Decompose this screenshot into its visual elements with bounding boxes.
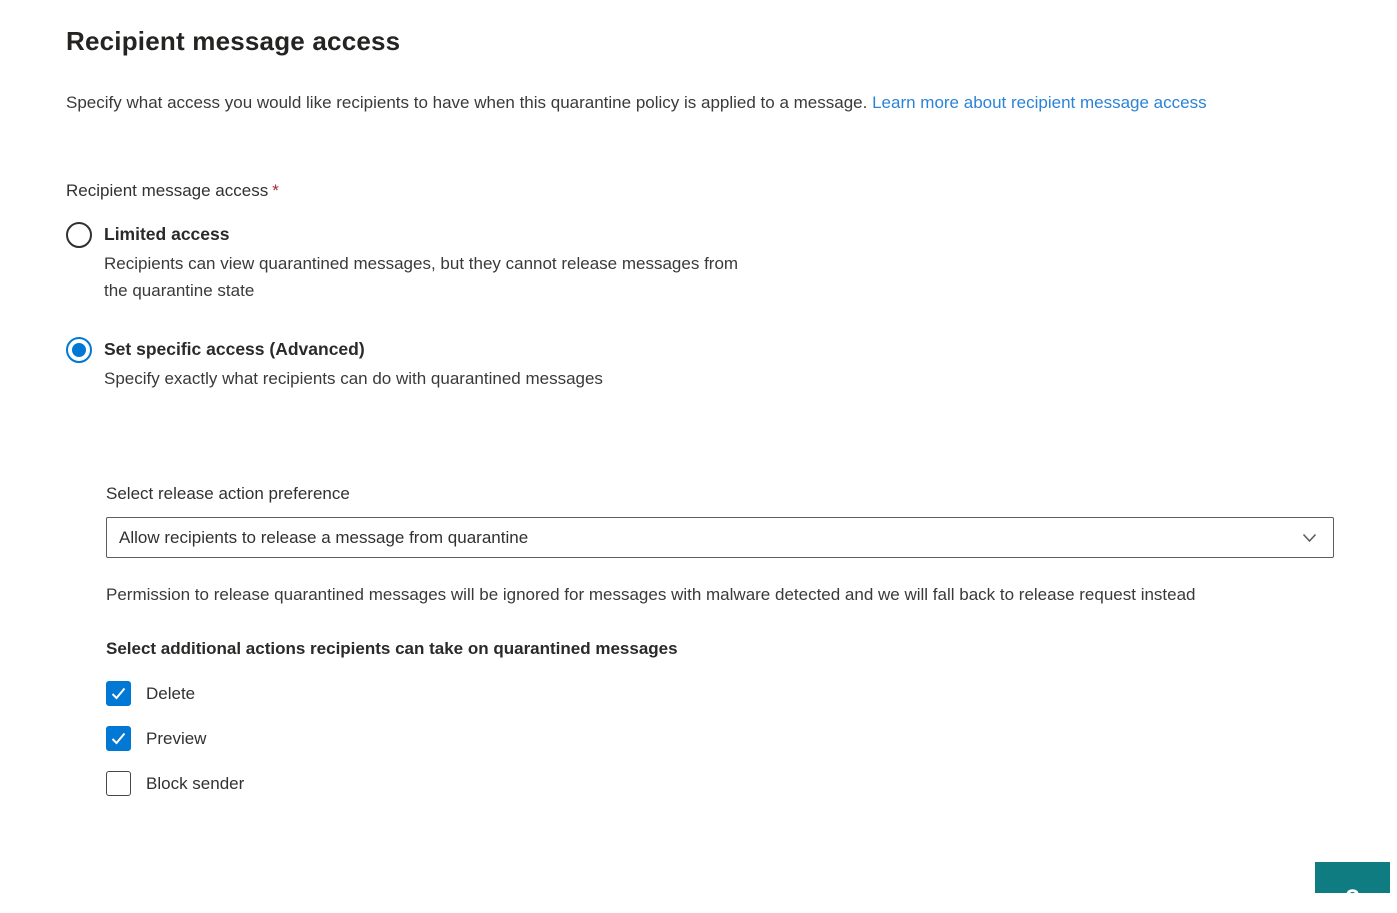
access-field-label <box>66 181 1331 201</box>
intro-text: Specify what access you would like recipients to have when this quarantine policy is applied to a message. <box>66 93 868 112</box>
checkbox-row-delete[interactable] <box>106 681 1331 706</box>
radio-limited-access-label: Limited access <box>104 224 230 244</box>
radio-set-specific-access-label: Set specific access (Advanced) <box>104 339 365 359</box>
release-preference-label: Select release action preference <box>106 484 350 503</box>
radio-limited-access-texts <box>104 221 749 304</box>
question-mark-icon: ? <box>1345 885 1360 912</box>
radio-limited-access-description: Recipients can view quarantined messages, but they cannot release messages from the quarantine state <box>104 254 739 300</box>
radio-option-limited-access[interactable] <box>66 221 1331 304</box>
checkbox-delete[interactable] <box>106 681 131 706</box>
checkbox-block-sender-label: Block sender <box>146 773 245 793</box>
intro-paragraph <box>66 89 1331 117</box>
release-preference-help-text: Permission to release quarantined messages will be ignored for messages with malware detected and we will fall back to release request instead <box>106 585 1196 604</box>
access-radio-group <box>66 221 1331 392</box>
radio-set-specific-access-description: Specify exactly what recipients can do with quarantined messages <box>104 369 603 388</box>
radio-limited-access[interactable] <box>66 222 92 248</box>
checkbox-row-block-sender[interactable] <box>106 771 1331 796</box>
checkbox-preview-label: Preview <box>146 728 207 748</box>
check-icon <box>111 732 126 745</box>
checkbox-row-preview[interactable] <box>106 726 1331 751</box>
check-icon <box>111 687 126 700</box>
help-button[interactable] <box>1315 862 1390 912</box>
page-title: Recipient message access <box>66 26 401 56</box>
checkbox-block-sender[interactable] <box>106 771 131 796</box>
release-preference-selected-value: Allow recipients to release a message from quarantine <box>119 527 529 547</box>
additional-actions-checkbox-list <box>106 681 1331 796</box>
additional-actions-label: Select additional actions recipients can take on quarantined messages <box>106 639 678 658</box>
radio-option-set-specific-access[interactable] <box>66 336 1331 392</box>
chevron-down-icon <box>1302 533 1317 543</box>
checkbox-preview[interactable] <box>106 726 131 751</box>
checkbox-delete-label: Delete <box>146 683 196 703</box>
advanced-access-section <box>106 482 1331 796</box>
access-field-label-text: Recipient message access <box>66 181 269 200</box>
radio-set-specific-access-texts <box>104 336 603 392</box>
learn-more-link[interactable]: Learn more about recipient message access <box>872 93 1207 112</box>
radio-set-specific-access[interactable] <box>66 337 92 363</box>
release-preference-dropdown[interactable] <box>106 517 1334 558</box>
required-asterisk: * <box>272 181 279 200</box>
